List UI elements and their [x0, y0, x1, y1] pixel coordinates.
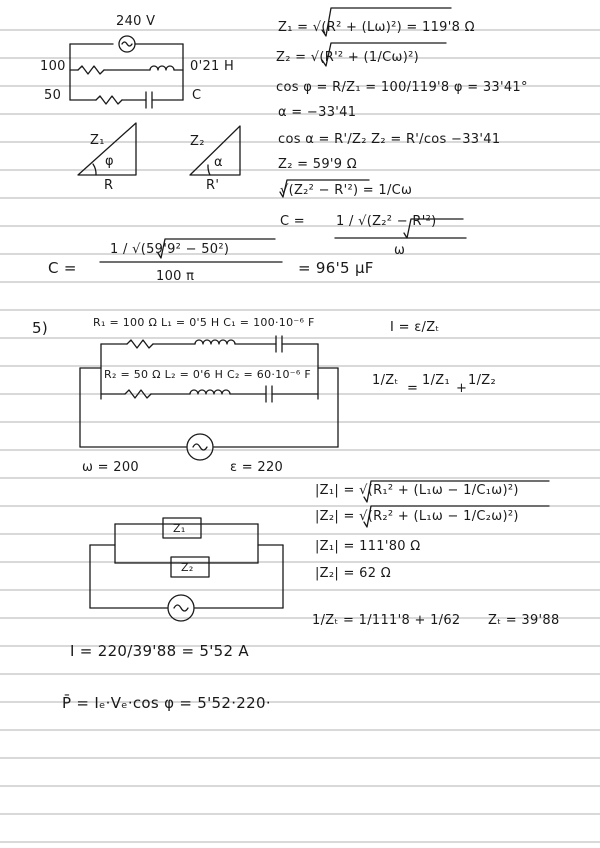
power-equation: P̄ = Iₑ·Vₑ·cos φ = 5'52·220·: [62, 694, 271, 712]
zt-reciprocal-equation: 1/Zₜ = 1/111'8 + 1/62: [312, 613, 461, 628]
modulus-z2-formula: |Z₂| = √(R₂² + (L₁ω − 1/C₂ω)²): [315, 509, 519, 524]
equation-z1: Z₁ = √(R² + (Lω)²) = 119'8 Ω: [278, 20, 475, 35]
modulus-z2-value: |Z₂| = 62 Ω: [315, 566, 391, 581]
current-result: I = 220/39'88 = 5'52 A: [70, 642, 249, 660]
equation-cos-phi: cos φ = R/Z₁ = 100/119'8 φ = 33'41°: [276, 80, 528, 95]
reciprocal-zt: 1/Zₜ: [372, 373, 399, 388]
branch-2-values: R₂ = 50 Ω L₂ = 0'6 H C₂ = 60·10⁻⁶ F: [104, 368, 312, 381]
emf-value: ε = 220: [230, 460, 284, 475]
problem-number: 5): [32, 319, 48, 337]
reciprocal-eq-sign: =: [407, 381, 419, 396]
triangle-1-hyp-label: Z₁: [90, 133, 105, 148]
triangle-2-base-label: R': [206, 178, 220, 193]
triangle-2-hyp-label: Z₂: [190, 134, 205, 149]
resistor-2-label: 50: [44, 88, 62, 103]
c-result-lhs: C =: [48, 259, 77, 277]
equation-z2: Z₂ = √(R'² + (1/Cω)²): [276, 50, 419, 65]
c-formula-numerator: 1 / √(Z₂² − R'²): [336, 214, 437, 229]
branch-1-values: R₁ = 100 Ω L₁ = 0'5 H C₁ = 100·10⁻⁶ F: [93, 316, 315, 329]
circuit-2-diagram: [80, 336, 338, 460]
c-result-value: = 96'5 μF: [298, 259, 374, 277]
capacitor-label: C: [192, 88, 202, 103]
c-result-numerator: 1 / √(59'9² − 50²): [110, 242, 230, 257]
equation-reactance: √(Z₂² − R'²) = 1/Cω: [280, 183, 413, 198]
triangle-1-base-label: R: [104, 178, 114, 193]
triangle-2-angle-label: α: [214, 155, 223, 170]
modulus-z1-formula: |Z₁| = √(R₁² + (L₁ω − 1/C₁ω)²): [315, 483, 519, 498]
block-z1-label: Z₁: [173, 522, 186, 535]
triangle-1-angle-label: φ: [105, 154, 114, 169]
c-result-denominator: 100 π: [156, 269, 195, 284]
c-formula-denominator: ω: [394, 243, 406, 258]
zt-result: Zₜ = 39'88: [488, 613, 560, 628]
reciprocal-z2: 1/Z₂: [468, 373, 496, 388]
resistor-1-label: 100: [40, 59, 66, 74]
reciprocal-plus-sign: +: [456, 381, 468, 396]
current-formula: I = ε/Zₜ: [390, 320, 440, 335]
circuit-1-diagram: [70, 36, 183, 108]
reciprocal-z1: 1/Z₁: [422, 373, 450, 388]
equation-cos-alpha: cos α = R'/Z₂ Z₂ = R'/cos −33'41: [278, 132, 501, 147]
source-voltage-label: 240 V: [116, 14, 156, 29]
block-z2-label: Z₂: [181, 561, 194, 574]
equation-z2-value: Z₂ = 59'9 Ω: [278, 157, 358, 172]
inductance-label: 0'21 H: [190, 59, 235, 74]
c-formula-lhs: C =: [280, 214, 306, 229]
omega-value: ω = 200: [82, 460, 139, 475]
equation-alpha: α = −33'41: [278, 105, 357, 120]
modulus-z1-value: |Z₁| = 111'80 Ω: [315, 539, 421, 554]
